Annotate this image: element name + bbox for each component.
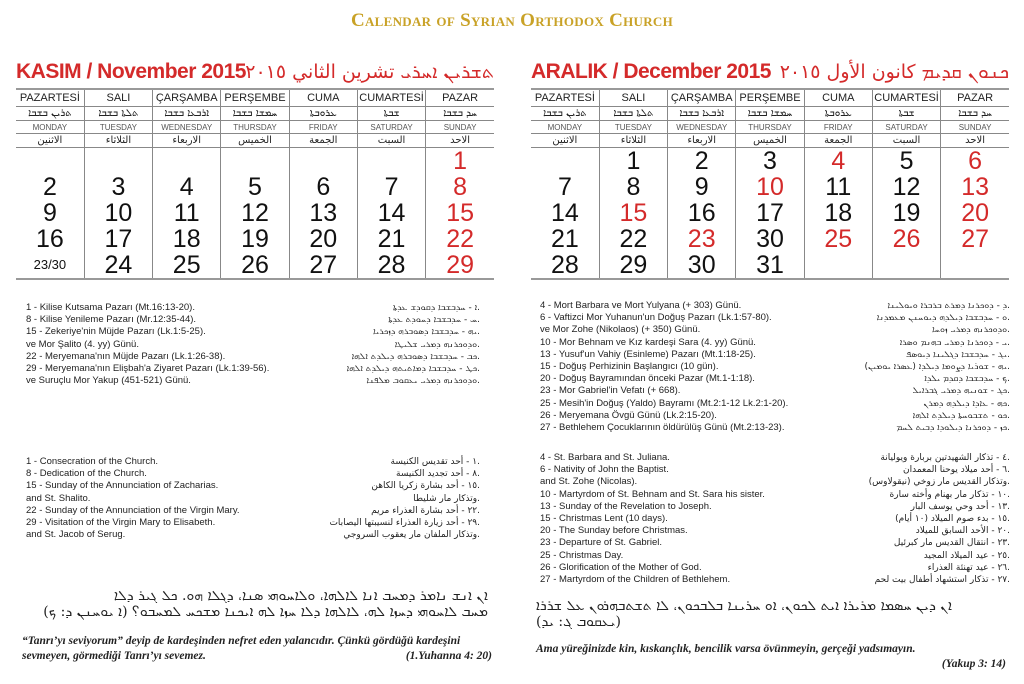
weekday-syriac: ܫܒܬܐ: [872, 107, 940, 121]
weekday-tr: PERŞEMBE: [736, 89, 804, 107]
note-line-arabic: ٦ - أحد ميلاد يوحنا المعمدان.: [903, 465, 1010, 476]
weekday-tr: PERŞEMBE: [221, 89, 289, 107]
page-title: Calendar of Syrian Orthodox Church: [350, 10, 674, 31]
day-cell: 3: [736, 148, 804, 175]
day-cell: 21: [550, 225, 579, 253]
weekday-syriac: ܚܕ ܒܫܒܐ: [941, 107, 1009, 121]
weekday-ar: الاثنين: [531, 134, 599, 148]
weekday-ar: السبت: [872, 134, 940, 148]
note-line-syriac: ܐ - ܚܕܒܫܒܐ ܕܩܘܕܫ ܥܕܬܐ.: [392, 303, 480, 313]
weekday-en: MONDAY: [16, 121, 84, 134]
day-cell: [872, 252, 940, 279]
note-line-syriac: ܕ - ܕܘܟܪܢܐ ܕܡܪܬ ܒܪܒܪܐ ܘܝܘܠܝܢܐ.: [887, 301, 1010, 311]
day-cell: 7: [357, 174, 425, 200]
weekday-en: SUNDAY: [941, 121, 1009, 134]
weekday-en: WEDNESDAY: [668, 121, 736, 134]
note-line: 23 - Departure of St. Gabriel.: [540, 537, 662, 549]
day-cell: [941, 252, 1009, 279]
note-line: 22 - Sunday of the Annunciation of the Virgin Mary.: [26, 504, 240, 516]
note-line: ve Mor Şalito (4. yy) Günü.: [26, 338, 139, 350]
day-cell: 10: [84, 200, 152, 226]
note-line: 20 - Doğuş Bayramından önceki Pazar (Mt.1-1:18).: [540, 373, 755, 385]
weekday-en: FRIDAY: [289, 121, 357, 134]
notes-tr-december: [540, 300, 800, 434]
note-line-syriac: ܟ - ܚܕܒܫܒܐ ܕܩܕܡ ܝܠܕܐ.: [924, 374, 1010, 385]
note-line-syriac: ܝܗ - ܫܘܪܝܐ ܕܨܘܡܐ ܕܝܠܕܐ (ܥܣܪܐ ܝܘܡܝܢ).: [864, 362, 1010, 373]
day-cell: 18: [804, 200, 872, 226]
note-line-arabic: ٢٠ - الأحد السابق للميلاد.: [915, 526, 1010, 537]
weekday-en: MONDAY: [531, 121, 599, 134]
weekday-syriac: ܬܪܝܢ ܒܫܒܐ: [531, 107, 599, 121]
note-line: 15 - Christmas Lent (10 days).: [540, 513, 668, 525]
day-cell: 1: [426, 148, 494, 175]
weekday-ar: الثلاثاء: [84, 134, 152, 148]
weekday-ar: الاربعاء: [668, 134, 736, 148]
note-line-arabic: ٢٦ - عيد تهنئة العذراء.: [927, 562, 1010, 573]
note-line: 6 - Vaftizci Mor Yuhanun'un Doğuş Pazarı (Lk.1:57-80).: [540, 312, 772, 324]
weekday-ar: الاحد: [941, 134, 1009, 148]
verse-line: (ܝܥܩܘܒ ܓ: ܝܕ): [536, 614, 621, 630]
note-line: 25 - Christmas Day.: [540, 549, 624, 561]
day-cell: 28: [550, 251, 579, 279]
day-cell: 21: [357, 226, 425, 252]
weekday-tr: PAZARTESİ: [531, 89, 599, 107]
day-cell: 19: [872, 200, 940, 226]
week-row: [16, 200, 494, 226]
note-line: 10 - Mor Behnam ve Kız kardeşi Sara (4. yy) Günü.: [540, 336, 756, 348]
quote-text: Ama yüreğinizde kin, kıskançlık, bencilik varsa övünmeyin, gerçeği yadsımayın.: [536, 643, 916, 655]
weekday-ar: الاربعاء: [153, 134, 221, 148]
note-line: 13 - Sunday of the Revelation to Joseph.: [540, 500, 712, 512]
note-line: 29 - Meryemana'nın Elişbah'a Ziyaret Pazarı (Lk.1:39-56).: [26, 363, 270, 375]
day-cell: 4: [153, 174, 221, 200]
note-line: and St. Shalito.: [26, 492, 91, 504]
day-cell: 5: [872, 148, 940, 175]
week-row: [16, 174, 494, 200]
month-name: ARALIK / December 2015: [531, 60, 771, 83]
day-cell: 22: [599, 226, 667, 252]
note-line-syriac: ܟܒ - ܚܕܒܫܒܐ ܕܣܘܒܪܗ ܕܝܠܕܬ ܐܠܗܐ.: [351, 351, 480, 362]
day-cell: 8: [599, 174, 667, 200]
week-row: [16, 226, 494, 252]
weekday-ar: الجمعة: [289, 134, 357, 148]
note-line: 26 - Meryemana Övgü Günü (Lk.2:15-20).: [540, 409, 717, 421]
weekday-syriac: ܚܡܫܐ ܒܫܒܐ: [736, 107, 804, 121]
weekday-en: FRIDAY: [804, 121, 872, 134]
weekday-tr: PAZAR: [426, 89, 494, 107]
weekday-ar: الخميس: [736, 134, 804, 148]
day-cell: 27: [941, 226, 1009, 252]
day-cell: 30: [736, 226, 804, 252]
day-cell: 23/30: [33, 257, 67, 272]
quote-november: [22, 634, 492, 664]
day-cell: [16, 148, 84, 175]
day-cell: 22: [426, 226, 494, 252]
day-cell: 15: [599, 200, 667, 226]
day-cell: 17: [84, 226, 152, 252]
notes-en-november: [26, 456, 306, 541]
week-row: [531, 226, 1009, 252]
week-row: [531, 200, 1009, 226]
week-row: [16, 148, 494, 175]
quote-december: [536, 642, 1006, 672]
weekday-ar: الاثنين: [16, 134, 84, 148]
note-line: 13 - Yusuf'un Vahiy (Esinleme) Pazarı (Mt.1:18-25).: [540, 348, 756, 360]
note-line: 29 - Visitation of the Virgin Mary to Elisabeth.: [26, 517, 216, 529]
day-cell: 20: [289, 226, 357, 252]
week-row: [531, 174, 1009, 200]
weekday-syriac: ܬܠܬܐ ܒܫܒܐ: [84, 107, 152, 121]
day-cell: [221, 148, 289, 175]
note-line: 6 - Nativity of John the Baptist.: [540, 464, 669, 476]
day-cell: 28: [357, 252, 425, 279]
weekday-en-row: [16, 121, 494, 134]
day-cell: 20: [941, 200, 1009, 226]
quote-text: “Tanrı’yı seviyorum” deyip de kardeşinden nefret eden yalancıdır. Çünkü gördüğü kardeşini sevmeyen, görmediği Tanrı’yı sevemez.: [22, 635, 461, 662]
day-cell: 29: [599, 252, 667, 279]
day-cell: 7: [557, 173, 572, 201]
note-line: 8 - Dedication of the Church.: [26, 468, 147, 480]
verse-syriac-november: [28, 588, 488, 620]
month-name-other: ܟܢܘܢ ܩܕܝܡ كانون الأول ٢٠١٥: [779, 61, 1009, 83]
note-line-arabic: ٨ - أحد تجديد الكنيسة.: [396, 469, 480, 480]
notes-tr-november: [26, 302, 270, 387]
day-cell: 2: [42, 173, 57, 201]
note-line-syriac: ܝ - ܕܘܟܪܢܐ ܕܡܪܝ ܒܗܢܡ ܘܣܪܐ.: [899, 337, 1010, 348]
weekday-tr: SALI: [84, 89, 152, 107]
weekday-syriac: ܥܪܘܒܬܐ: [804, 107, 872, 121]
day-cell: 14: [357, 200, 425, 226]
weekday-ar: الخميس: [221, 134, 289, 148]
day-cell: 9: [42, 199, 57, 227]
weekday-tr: CUMA: [804, 89, 872, 107]
month-name: KASIM / November 2015: [16, 60, 246, 83]
note-line: 10 - Martyrdom of St. Behnam and St. Sara his sister.: [540, 488, 765, 500]
day-cell: 17: [736, 200, 804, 226]
note-line-syriac: ܟܛ - ܚܕܒܫܒܐ ܕܡܐܬܝܬܗ ܕܝܠܕܬ ܐܠܗܐ.: [346, 364, 480, 375]
calendar-grid: [531, 88, 1009, 280]
weekday-en: TUESDAY: [599, 121, 667, 134]
month-header: [16, 58, 494, 88]
note-line-syriac: ܝܓ - ܚܕܒܫܒܐ ܕܓܠܝܢܐ ܕܝܘܣܦ.: [906, 349, 1010, 360]
weekday-en: THURSDAY: [736, 121, 804, 134]
note-line: 15 - Sunday of the Annunciation of Zacharias.: [26, 480, 219, 492]
weekday-syriac: ܫܒܬܐ: [357, 107, 425, 121]
weekday-syriac: ܥܪܘܒܬܐ: [289, 107, 357, 121]
note-line-arabic: ١٣ - أحد وحي يوسف البار.: [910, 501, 1010, 512]
verse-line: ܡܚܒ ܠܐܚܘܗܝ ܕܚܙܐ ܠܗ، ܠܐܠܗܐ ܕܠܐ ܚܙܐ ܠܗ ܐܝܟܢܐ ܡܫܟܚ ܠܡܚܒܘ؟ (ܐ ܝܘܚܢܢ ܕ: ܟ): [43, 604, 488, 620]
note-line: 1 - Consecration of the Church.: [26, 456, 159, 467]
day-cell: [153, 148, 221, 175]
day-cell: 24: [84, 252, 152, 279]
verse-line: ܐܢ ܕܝܢ ܚܣܡܐ ܡܪܝܪܐ ܐܝܬ ܠܟܘܢ، ܐܘ ܚܪܝܢܐ ܒܠܒܟܘܢ، ܠܐ ܬܫܬܒܗܪܘܢ ܥܠ ܫܪܪܐ: [536, 598, 952, 614]
weekday-tr: PAZAR: [941, 89, 1009, 107]
note-line-syriac: ܘܕܘܟܪܢܗ ܕܡܪܝ ܫܠܝܛܐ.: [394, 339, 480, 350]
day-cell: [289, 148, 357, 175]
weekday-tr: ÇARŞAMBA: [153, 89, 221, 107]
calendar-grid: [16, 88, 494, 280]
day-cell: 3: [84, 174, 152, 200]
note-line-arabic: ٢٩ - أحد زيارة العذراء لنسيبتها اليصابات.: [329, 518, 480, 529]
day-cell: 12: [872, 174, 940, 200]
weekday-syriac: ܚܡܫܐ ܒܫܒܐ: [221, 107, 289, 121]
weekday-tr-row: [531, 89, 1009, 107]
weekday-en: SATURDAY: [357, 121, 425, 134]
quote-reference: (1.Yuhanna 4: 20): [405, 650, 492, 662]
weekday-tr: CUMARTESİ: [872, 89, 940, 107]
day-cell: 2: [668, 148, 736, 175]
weekday-syriac: ܐܪܒܥܐ ܒܫܒܐ: [668, 107, 736, 121]
note-line-syriac: ܘ - ܚܕܒܫܒܐ ܕܝܠܕܗ ܕܝܘܚܢܢ ܡܥܡܕܢܐ.: [876, 313, 1010, 324]
notes-ar-november: [310, 456, 480, 541]
day-cell: 1: [599, 148, 667, 175]
note-line: 15 - Doğuş Perhizinin Başlangıcı (10 gün).: [540, 361, 719, 373]
note-line-arabic: ١ - أحد تقديس الكنيسة.: [390, 457, 480, 467]
note-line-arabic: ٢٥ - عيد الميلاد المجيد.: [923, 550, 1010, 561]
weekday-syriac: ܬܠܬܐ ܒܫܒܐ: [599, 107, 667, 121]
note-line-syriac: ܘܕܘܟܪܢܗ ܕܡܪܝ ܙܘܚܐ.: [931, 325, 1010, 336]
notes-ar-december: [830, 452, 1010, 586]
note-line: ve Mor Zohe (Nikolaos) (+ 350) Günü.: [540, 324, 701, 336]
day-cell: 30: [668, 252, 736, 279]
month-name-other: ܬܫܪܝܢ ܐܚܪܝ تشرين الثاني ٢٠١٥: [245, 61, 494, 83]
day-cell: [531, 148, 599, 175]
verse-line: ܐܢ ܐܢܫ ܢܐܡܪ ܕܡܚܒ ܐܢܐ ܠܐܠܗܐ، ܘܠܐܚܘܗܝ ܣܢܐ، ܕܓܠܐ ܗܘ. ܟܠ ܓܝܪ ܕܠܐ: [113, 588, 488, 604]
note-line: 8 - Kilise Yenileme Pazarı (Mr.12:35-44).: [26, 314, 197, 326]
weekday-syriac: ܚܕ ܒܫܒܐ: [426, 107, 494, 121]
note-line-syriac: ܟܘ - ܬܫܒܘܚܬܐ ܕܝܠܕܬ ܐܠܗܐ.: [912, 410, 1010, 421]
note-line: ve Suruçlu Mor Yakup (451-521) Günü.: [26, 375, 191, 387]
day-cell: 6: [289, 174, 357, 200]
weekday-tr: ÇARŞAMBA: [668, 89, 736, 107]
note-line: 23 - Mor Gabriel'in Vefatı (+ 668).: [540, 385, 681, 397]
weekday-syriac-row: [531, 107, 1009, 121]
notes-en-december: [540, 452, 820, 586]
day-cell: 12: [221, 200, 289, 226]
note-line: 26 - Glorification of the Mother of God.: [540, 561, 702, 573]
day-cell: 27: [289, 252, 357, 279]
note-line: 4 - St. Barbara and St. Juliana.: [540, 452, 670, 463]
note-line-arabic: وتذكار مار شليطا.: [413, 493, 480, 504]
verse-syriac-december: [536, 598, 1006, 630]
day-cell: [84, 148, 152, 175]
day-cell: 29: [426, 252, 494, 279]
weekday-tr: PAZARTESİ: [16, 89, 84, 107]
weekday-ar: الثلاثاء: [599, 134, 667, 148]
note-line: 27 - Martyrdom of the Children of Bethlehem.: [540, 574, 731, 586]
note-line-arabic: وتذكار القديس مار زوخي (نيقولاوس).: [868, 477, 1010, 488]
day-cell: 16: [35, 225, 64, 253]
weekday-tr: CUMARTESİ: [357, 89, 425, 107]
day-cell: 26: [221, 252, 289, 279]
weekday-syriac: ܬܪܝܢ ܒܫܒܐ: [16, 107, 84, 121]
day-cell: 31: [736, 252, 804, 279]
weekday-tr: SALI: [599, 89, 667, 107]
day-cell: 19: [221, 226, 289, 252]
quote-reference: (Yakup 3: 14): [941, 658, 1006, 670]
note-line: 27 - Bethlehem Çocuklarının öldürülüş Günü (Mt.2:13-23).: [540, 422, 785, 434]
day-cell: 25: [804, 226, 872, 252]
note-line-arabic: ٤ - تذكار الشهيدتين بربارة ويوليانة.: [880, 453, 1010, 463]
day-cell: [804, 252, 872, 279]
week-row: [531, 148, 1009, 175]
day-cell: 15: [426, 200, 494, 226]
month-header: [531, 58, 1009, 88]
weekday-ar: الاحد: [426, 134, 494, 148]
day-cell: 8: [426, 174, 494, 200]
note-line: 22 - Meryemana'nın Müjde Pazarı (Lk.1:26-38).: [26, 350, 226, 362]
day-cell: 23: [668, 226, 736, 252]
weekday-en: SATURDAY: [872, 121, 940, 134]
week-row: [16, 252, 494, 279]
weekday-en: TUESDAY: [84, 121, 152, 134]
weekday-en: THURSDAY: [221, 121, 289, 134]
day-cell: 13: [941, 174, 1009, 200]
weekday-en: SUNDAY: [426, 121, 494, 134]
note-line: 4 - Mort Barbara ve Mort Yulyana (+ 303) Günü.: [540, 300, 742, 311]
weekday-ar: السبت: [357, 134, 425, 148]
note-line-syriac: ܟܗ - ܥܐܕܐ ܕܝܠܕܗ ܕܡܪܢ.: [923, 398, 1010, 409]
day-cell: 6: [941, 148, 1009, 175]
day-cell: 13: [289, 200, 357, 226]
note-line-syriac: ܟܙ - ܕܘܟܪܢܐ ܕܝܠܘܕܐ ܕܒܝܬ ܠܚܡ.: [896, 423, 1010, 434]
day-cell: 18: [153, 226, 221, 252]
note-line-arabic: ٢٢ - أحد بشارة العذراء مريم.: [371, 505, 480, 516]
note-line-arabic: وتذكار الملفان مار يعقوب السروجي.: [343, 530, 480, 541]
day-cell: 4: [804, 148, 872, 175]
day-cell: 16: [668, 200, 736, 226]
weekday-tr: CUMA: [289, 89, 357, 107]
day-cell: 5: [221, 174, 289, 200]
day-cell: 14: [550, 199, 579, 227]
weekday-en: WEDNESDAY: [153, 121, 221, 134]
weekday-ar: الجمعة: [804, 134, 872, 148]
week-row: [531, 252, 1009, 279]
note-line: 15 - Zekeriye'nin Müjde Pazarı (Lk.1:5-25).: [26, 326, 206, 338]
weekday-syriac-row: [16, 107, 494, 121]
notes-syriac-december: [810, 300, 1010, 434]
note-line-arabic: ١٠ - تذكار مار بهنام وأخته سارة.: [889, 489, 1010, 500]
day-cell: 11: [804, 174, 872, 200]
day-cell: 25: [153, 252, 221, 279]
note-line: 1 - Kilise Kutsama Pazarı (Mt.16:13-20).: [26, 302, 195, 313]
note-line-arabic: ١٥ - أحد بشارة زكريا الكاهن.: [371, 481, 480, 492]
day-cell: 26: [872, 226, 940, 252]
note-line-arabic: ٢٧ - تذكار استشهاد أطفال بيت لحم.: [874, 575, 1010, 586]
notes-syriac-november: [290, 302, 480, 387]
note-line-syriac: ܟܓ - ܫܘܢܝܗ ܕܡܪܝ ܓܒܪܐܝܠ.: [912, 386, 1010, 397]
note-line: 20 - The Sunday before Christmas.: [540, 525, 688, 537]
note-line-arabic: ١٥ - بدء صوم الميلاد (١٠ أيام).: [895, 514, 1010, 525]
note-line-arabic: ٢٣ - انتقال القديس مار كبرئيل.: [893, 538, 1010, 549]
weekday-ar-row: [531, 134, 1009, 148]
note-line: 25 - Mesih'in Doğuş (Yaldo) Bayramı (Mt.2:1-12 Lk.2:1-20).: [540, 397, 789, 409]
weekday-ar-row: [16, 134, 494, 148]
note-line-syriac: ܘܕܘܟܪܢܗ ܕܡܪܝ ܝܥܩܘܒ ܡܠܦܢܐ.: [366, 376, 480, 387]
weekday-en-row: [531, 121, 1009, 134]
note-line: and St. Jacob of Serug.: [26, 529, 126, 541]
day-cell: 9: [668, 174, 736, 200]
note-line: and St. Zohe (Nicolas).: [540, 476, 638, 488]
note-line-syriac: ܚ - ܚܕܒܫܒܐ ܕܚܘܕܬ ܥܕܬܐ.: [388, 315, 480, 326]
day-cell: [357, 148, 425, 175]
weekday-syriac: ܐܪܒܥܐ ܒܫܒܐ: [153, 107, 221, 121]
day-cell: 10: [736, 174, 804, 200]
day-cell: 11: [153, 200, 221, 226]
note-line-syriac: ܝܗ - ܚܕܒܫܒܐ ܕܣܘܒܪܗ ܕܙܟܪܝܐ.: [373, 327, 480, 338]
weekday-tr-row: [16, 89, 494, 107]
